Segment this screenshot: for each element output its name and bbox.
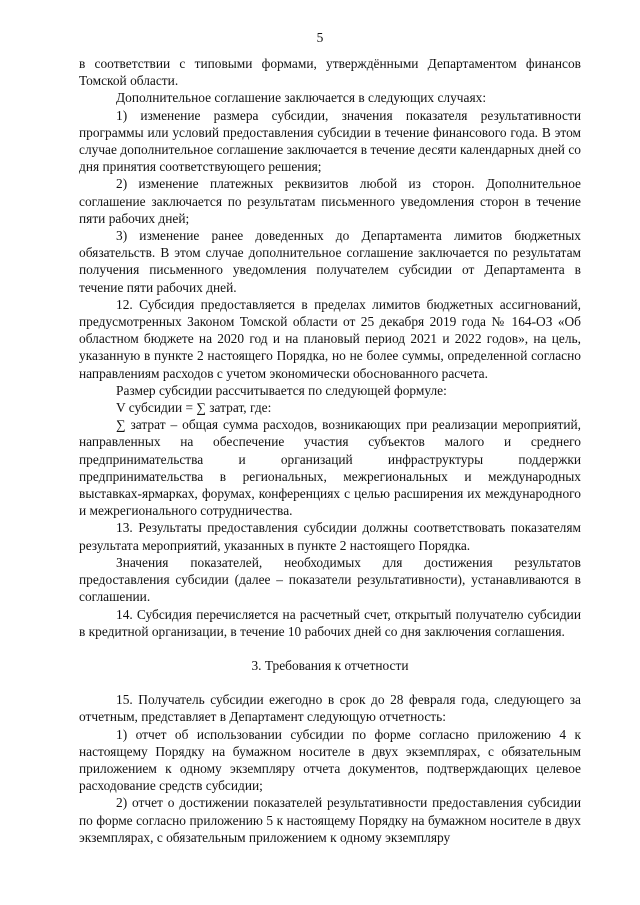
paragraph: Дополнительное соглашение заключается в следующих случаях:: [116, 90, 487, 106]
paragraph: Размер субсидии рассчитывается по следующей формуле:: [116, 382, 447, 398]
paragraph: 14. Субсидия перечисляется на расчетный счет, открытый получателю субсидии в кредитной организации, в течение 10 рабочих дней со дня заключения соглашения.: [79, 606, 581, 639]
paragraph: 13. Результаты предоставления субсидии должны соответствовать показателям результата мероприятий, указанных в пункте 2 настоящего Порядка.: [79, 520, 581, 553]
paragraph: 2) изменение платежных реквизитов любой из сторон. Дополнительное соглашение заключается по результатам письменного уведомления сторон в течение пяти рабочих дней;: [79, 176, 581, 226]
paragraph: 1) изменение размера субсидии, значения показателя результативности программы или условий предоставления субсидии в течение финансового года. В этом случае дополнительное соглашение заключается в течение десяти календарных дней со дня принятия соответствующего решения;: [79, 107, 581, 175]
section-heading: 3. Требования к отчетности: [251, 657, 409, 673]
paragraph: 2) отчет о достижении показателей результативности предоставления субсидии по форме согласно приложению 5 к настоящему Порядку на бумажном носителе в двух экземплярах, с обязательным приложением к одному экземпляру: [79, 795, 581, 845]
document-body: [79, 55, 581, 845]
paragraph: 3) изменение ранее доведенных до Департамента лимитов бюджетных обязательств. В этом случае дополнительное соглашение заключается по результатам получения письменного уведомления получателем субсидии от Департамента в течение пяти рабочих дней.: [79, 228, 581, 295]
paragraph: V субсидии = ∑ затрат, где:: [116, 400, 272, 416]
paragraphs-bottom: [79, 691, 581, 845]
paragraphs-top: [79, 55, 581, 640]
paragraph: 1) отчет об использовании субсидии по форме согласно приложению 4 к настоящему Порядку на бумажном носителе в двух экземплярах, с обязательным приложением к одному экземпляру отчета документов, подтверждающих целевое расходование средств субсидии;: [79, 726, 581, 794]
paragraph: 12. Субсидия предоставляется в пределах лимитов бюджетных ассигнований, предусмотренных Законом Томской области от 25 декабря 2019 года № 164-ОЗ «Об областном бюджете на 2020 год и на плановый период 2021 и 2022 годов», на цель, указанную в пункте 2 настоящего Порядка, но не более суммы, определенной согласно направлениям расходов с учетом экономически обоснованного расчета.: [79, 296, 581, 381]
page-number: 5: [316, 30, 324, 45]
paragraph: Значения показателей, необходимых для достижения результатов предоставления субсидии (далее – показатели результативности), устанавливаются в соглашении.: [79, 554, 581, 605]
paragraph: 15. Получатель субсидии ежегодно в срок до 28 февраля года, следующего за отчетным, представляет в Департамент следующую отчетность:: [79, 692, 581, 725]
paragraph: в соответствии с типовыми формами, утверждёнными Департаментом финансов Томской области.: [79, 56, 581, 89]
paragraph: ∑ затрат – общая сумма расходов, возникающих при реализации мероприятий, направленных на обеспечение участия субъектов малого и среднего предпринимательства и организаций инфраструктуры поддержки предпринимательства в региональных, межрегиональных и международных выставках-ярмарках, форумах, конференциях с целью расширения их международного и межрегионального сотрудничества.: [79, 417, 581, 519]
